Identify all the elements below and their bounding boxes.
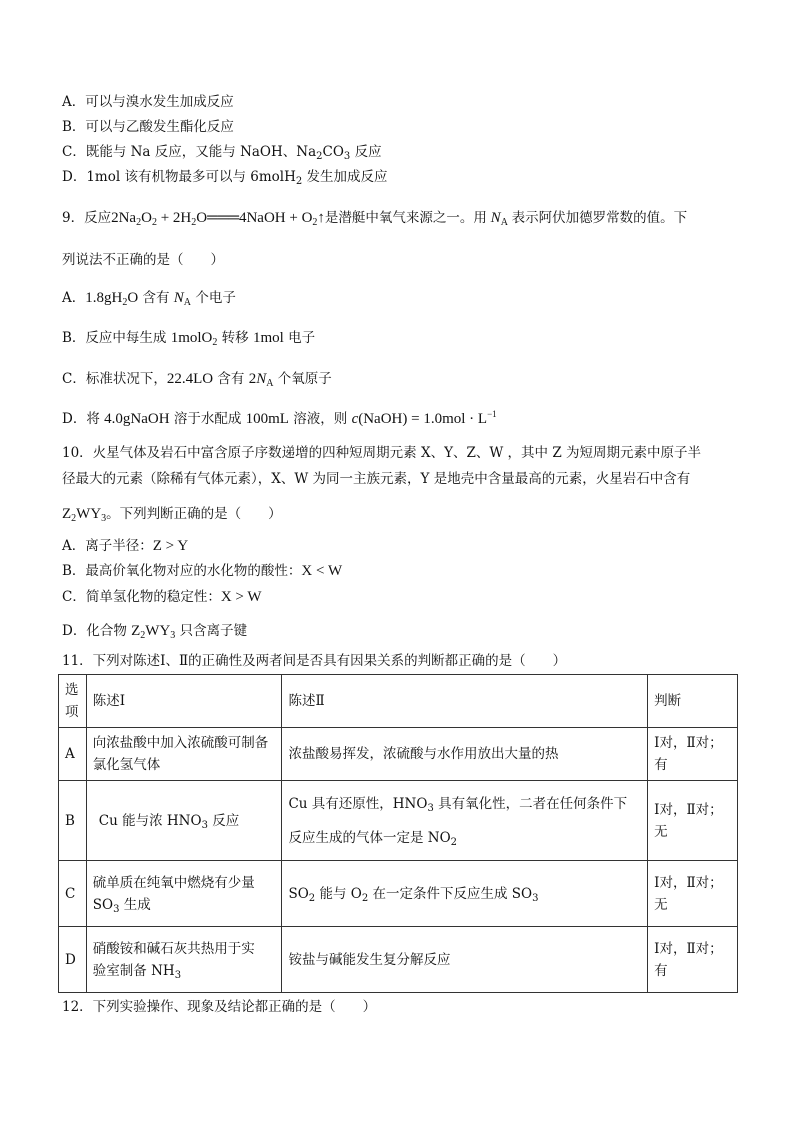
row-statement-2: 浓盐酸易挥发，浓硫酸与水作用放出大量的热 [282, 728, 648, 781]
row-statement-2: 铵盐与碱能发生复分解反应 [282, 927, 648, 993]
header-statement-2: 陈述Ⅱ [282, 675, 648, 728]
row-option: B [59, 781, 87, 861]
q8-option-a: A．可以与溴水发生加成反应 [62, 94, 234, 110]
table-row [59, 728, 738, 781]
row-judgement: Ⅰ对，Ⅱ对；有 [648, 927, 738, 993]
header-statement-1: 陈述Ⅰ [86, 675, 282, 728]
row-option: C [59, 861, 87, 927]
q11-table [58, 674, 738, 993]
q9-option-a: A．$1.8gH_2O$ 含有 $N_A$ 个电子 [62, 290, 236, 308]
row-judgement: Ⅰ对，Ⅱ对；有 [648, 728, 738, 781]
q9-stem-line2: 列说法不正确的是（ ） [62, 252, 224, 268]
q10-option-a: A．离子半径：Z > Y [62, 538, 189, 554]
row-option: D [59, 927, 87, 993]
q9-option-b: B．反应中每生成 1molO$_2$ 转移 1mol 电子 [62, 330, 316, 348]
row-statement-1: 向浓盐酸中加入浓硫酸可制备氯化氢气体 [86, 728, 282, 781]
row-statement-1: 硫单质在纯氧中燃烧有少量 $SO_3$ 生成 [86, 861, 282, 927]
q8-option-b: B．可以与乙酸发生酯化反应 [62, 119, 234, 135]
q12-stem: 12．下列实验操作、现象及结论都正确的是（ ） [62, 999, 377, 1015]
row-statement-2: $SO_2$ 能与 $O_2$ 在一定条件下反应生成 $SO_3$ [282, 861, 648, 927]
q9-option-d: D．将 4.0gNaOH 溶于水配成 100mL 溶液，则 c(NaOH) = $1.0mol \cdot L^{-1}$ [62, 409, 497, 427]
table-header-row [59, 675, 738, 728]
row-statement-2: Cu 具有还原性，$HNO_3$ 具有氧化性，二者在任何条件下 反应生成的气体一定是 $NO_2$ [282, 781, 648, 861]
q10-option-c: C．简单氢化物的稳定性：X > W [62, 589, 262, 605]
q9-reaction-equation: $2Na_2O_2$ + $2H_2O═══4NaOH$ + $O_2↑$ [111, 210, 325, 228]
table-row [59, 861, 738, 927]
q8-option-c: C．既能与 Na 反应，又能与 NaOH、$Na_2CO_3$ 反应 [62, 144, 382, 162]
q9-option-c: C．标准状况下，22.4LO 含有 $2N_A$ 个氧原子 [62, 371, 332, 389]
header-option: 选 项 [59, 675, 87, 728]
table-row [59, 927, 738, 993]
q8-option-d: D．1mol 该有机物最多可以与 6molH$_2$ 发生加成反应 [62, 169, 388, 187]
q9-stem: 9．反应$2Na_2O_2$ + $2H_2O═══4NaOH$ + $O_2↑$是潜艇中氧气来源之一。用 $N_A$ 表示阿伏加德罗常数的值。下 [62, 210, 688, 228]
row-statement-1: Cu 能与浓 $HNO_3$ 反应 [86, 781, 282, 861]
row-judgement: Ⅰ对，Ⅱ对；无 [648, 861, 738, 927]
q10-stem-line3: $Z_2WY_3$。下列判断正确的是（ ） [62, 506, 282, 524]
row-option: A [59, 728, 87, 781]
row-judgement: Ⅰ对，Ⅱ对；无 [648, 781, 738, 861]
q10-stem-line2: 径最大的元素（除稀有气体元素），X、W 为同一主族元素，Y 是地壳中含量最高的元素，火星岩石中含有 [62, 471, 691, 487]
table-row [59, 781, 738, 861]
header-judgement: 判断 [648, 675, 738, 728]
q10-option-b: B．最高价氧化物对应的水化物的酸性：X < W [62, 563, 343, 579]
q11-stem: 11．下列对陈述Ⅰ、Ⅱ的正确性及两者间是否具有因果关系的判断都正确的是（ ） [62, 653, 567, 669]
row-statement-1: 硝酸铵和碱石灰共热用于实 验室制备 $NH_3$ [86, 927, 282, 993]
q10-option-d: D．化合物 $Z_2WY_3$ 只含离子键 [62, 623, 248, 641]
q10-stem-line1: 10．火星气体及岩石中富含原子序数递增的四种短周期元素 X、Y、Z、W ，其中 Z 为短周期元素中原子半 [62, 445, 702, 461]
